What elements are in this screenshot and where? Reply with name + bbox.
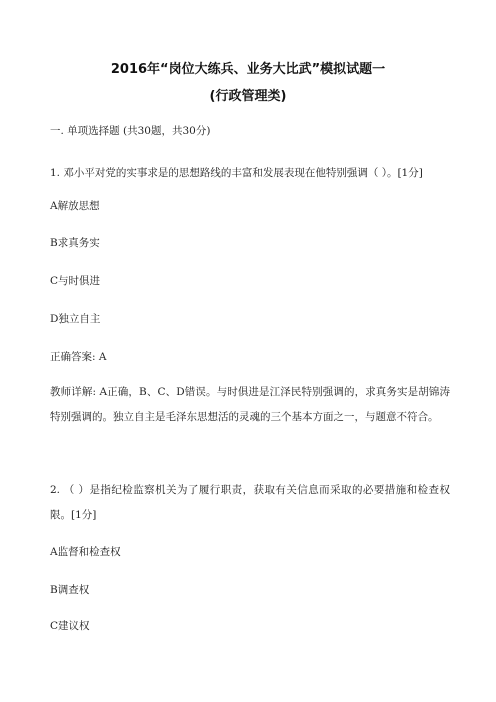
question-2-option-b: B调查权 — [50, 584, 90, 596]
question-2-option-c: C建议权 — [50, 620, 90, 632]
section-header: 一. 单项选择题 (共30题，共30分) — [50, 125, 211, 137]
question-1-text: 1. 邓小平对党的实事求是的思想路线的丰富和发展表现在他特别强调（ ）。[1分] — [50, 167, 423, 179]
question-1-option-a: A解放思想 — [50, 200, 100, 212]
document-title: 2016年“岗位大练兵、业务大比武”模拟试题一 — [110, 62, 386, 77]
question-2-option-a: A监督和检查权 — [50, 546, 121, 558]
question-1-option-b: B求真务实 — [50, 237, 100, 249]
question-1-option-d: D独立自主 — [50, 313, 101, 325]
question-1-explanation: 教师详解: A正确，B、C、D错误。与时俱进是江泽民特别强调的，求真务实是胡锦涛特别强调的。独立自主是毛泽东思想活的灵魂的三个基本方面之一，与题意不符合。 — [50, 386, 450, 423]
question-1-answer: 正确答案: A — [50, 351, 107, 363]
question-1-option-c: C与时俱进 — [50, 275, 101, 287]
document-subtitle: (行政管理类) — [209, 89, 287, 104]
question-2-text: 2. （ ）是指纪检监察机关为了履行职责，获取有关信息而采取的必要措施和检查权限。[1分] — [50, 484, 450, 521]
